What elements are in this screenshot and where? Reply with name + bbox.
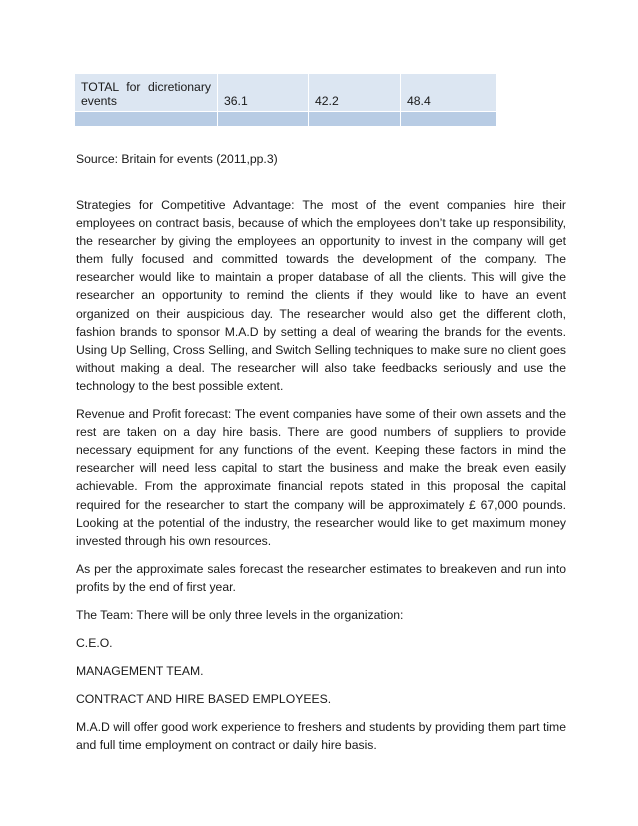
table-row-empty	[75, 112, 497, 127]
row-label-cell	[75, 74, 218, 112]
forecast-table	[74, 73, 497, 127]
team-level-ceo: C.E.O.	[76, 636, 113, 651]
paragraph-work-experience: M.A.D will offer good work experience to freshers and students by providing them part time and full time employment on contract or daily hire basis.	[76, 720, 566, 753]
value-cell: 48.4	[401, 74, 497, 112]
paragraph-revenue-forecast: Revenue and Profit forecast: The event companies have some of their own assets and the rest are taken on a day hire basis. There are good numbers of suppliers to provide necessary equipment for any functions of the event. Keeping these factors in mind the researcher will need less capital to start the business and make the break even easily achievable. From the approximate financial repots stated in this proposal the capital required for the researcher to start the company will be approximately £ 67,000 pounds. Looking at the potential of the industry, the researcher would like to get maximum money invested through his own resources.	[76, 407, 566, 548]
row-label: TOTAL for dicretionary events	[81, 80, 211, 108]
team-level-contract: CONTRACT AND HIRE BASED EMPLOYEES.	[76, 692, 332, 707]
value-cell: 36.1	[218, 74, 309, 112]
table-source-citation: Source: Britain for events (2011,pp.3)	[76, 152, 278, 166]
document-body	[76, 196, 566, 755]
table-row	[75, 74, 497, 112]
paragraph-strategies: Strategies for Competitive Advantage: The most of the event companies hire their employees on contract basis, because of which the employees don’t take up responsibility, the researcher by giving the employees an opportunity to invest in the company will get them fully focused and committed towards the development of the company. The researcher would like to maintain a proper database of all the clients. This will give the researcher an opportunity to remind the clients if they would like to have an event organized on their auspicious day. The researcher would also get the different cloth, fashion brands to sponsor M.A.D by setting a deal of wearing the brands for the events. Using Up Selling, Cross Selling, and Switch Selling techniques to make sure no client goes without making a deal. The researcher will also take feedbacks seriously and use the technology to the best possible extent.	[76, 198, 566, 393]
value-cell: 42.2	[309, 74, 401, 112]
paragraph-team-intro: The Team: There will be only three levels in the organization:	[76, 607, 404, 622]
paragraph-breakeven: As per the approximate sales forecast the researcher estimates to breakeven and run into profits by the end of first year.	[76, 561, 566, 594]
team-level-management: MANAGEMENT TEAM.	[76, 664, 204, 679]
